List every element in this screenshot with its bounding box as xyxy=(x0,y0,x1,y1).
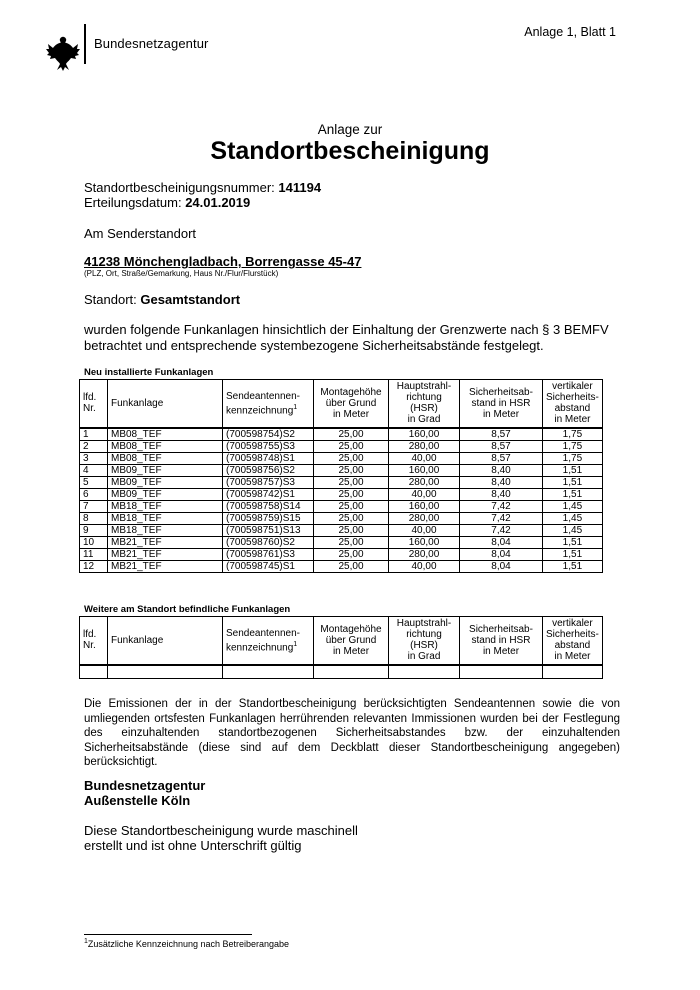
issuer-office: Außenstelle Köln xyxy=(84,793,191,808)
table-cell: 1,51 xyxy=(543,464,603,476)
table-cell: (700598755)S3 xyxy=(223,440,314,452)
agency-name: Bundesnetzagentur xyxy=(94,36,209,51)
table-cell: MB21_TEF xyxy=(108,548,223,560)
table-row xyxy=(80,488,603,500)
table-cell: 1,75 xyxy=(543,452,603,464)
table-cell: 8 xyxy=(80,512,108,524)
table-cell: 25,00 xyxy=(314,428,389,441)
table-row xyxy=(80,524,603,536)
table-cell: 160,00 xyxy=(389,428,460,441)
table-cell: 10 xyxy=(80,536,108,548)
table-cell: 40,00 xyxy=(389,452,460,464)
table-cell: MB21_TEF xyxy=(108,536,223,548)
table-cell: 8,40 xyxy=(460,476,543,488)
table-cell: 280,00 xyxy=(389,512,460,524)
table-row xyxy=(80,500,603,512)
table-cell: (700598759)S15 xyxy=(223,512,314,524)
table-cell: 4 xyxy=(80,464,108,476)
table-cell: 8,40 xyxy=(460,488,543,500)
table-cell: 8,04 xyxy=(460,560,543,572)
col-anlage-header: Funkanlage xyxy=(108,380,223,428)
table-cell: 25,00 xyxy=(314,560,389,572)
table-cell: 11 xyxy=(80,548,108,560)
table-cell: 1,45 xyxy=(543,500,603,512)
table-cell: MB08_TEF xyxy=(108,452,223,464)
machine-note-line2: erstellt und ist ohne Unterschrift gültig xyxy=(84,838,302,853)
table-cell: 1 xyxy=(80,428,108,441)
site-name: Gesamtstandort xyxy=(140,292,241,307)
annex-label: Anlage 1, Blatt 1 xyxy=(524,25,616,39)
table-cell: (700598761)S3 xyxy=(223,548,314,560)
col-vert-header: vertikaler Sicherheits- abstand in Meter xyxy=(543,380,603,428)
table-cell: 160,00 xyxy=(389,536,460,548)
table-cell: 8,04 xyxy=(460,536,543,548)
table-cell: 25,00 xyxy=(314,524,389,536)
table-cell: 8,57 xyxy=(460,440,543,452)
table-cell: (700598742)S1 xyxy=(223,488,314,500)
table-cell: 1,51 xyxy=(543,560,603,572)
col-hsr-header: Hauptstrahl- richtung (HSR) in Grad xyxy=(389,617,460,665)
col-hsr-header: Hauptstrahl- richtung (HSR) in Grad xyxy=(389,380,460,428)
table-cell: 25,00 xyxy=(314,488,389,500)
table-cell: 6 xyxy=(80,488,108,500)
table-header-row xyxy=(80,380,603,428)
table-cell: 9 xyxy=(80,524,108,536)
table-cell: MB08_TEF xyxy=(108,440,223,452)
table-cell: 1,75 xyxy=(543,440,603,452)
machine-note-line1: Diese Standortbescheinigung wurde maschinell xyxy=(84,823,358,838)
table-cell: 1,51 xyxy=(543,476,603,488)
table-cell: (700598760)S2 xyxy=(223,536,314,548)
address-hint: (PLZ, Ort, Straße/Gemarkung, Haus Nr./Flur/Flurstück) xyxy=(84,269,279,278)
table-cell: 160,00 xyxy=(389,500,460,512)
site-address: 41238 Mönchengladbach, Borrengasse 45-47 xyxy=(84,254,362,269)
table-cell: 1,45 xyxy=(543,512,603,524)
table-cell: (700598745)S1 xyxy=(223,560,314,572)
footnote-mark: 1 xyxy=(84,938,88,945)
col-sich-header: Sicherheitsab- stand in HSR in Meter xyxy=(460,617,543,665)
table-cell: 7,42 xyxy=(460,512,543,524)
new-installations-table xyxy=(79,379,603,573)
table-cell: 1,45 xyxy=(543,524,603,536)
table-cell: MB08_TEF xyxy=(108,428,223,441)
footnote-text: Zusätzliche Kennzeichnung nach Betreiberangabe xyxy=(87,939,290,949)
site-label: Standort: xyxy=(84,292,137,307)
table-cell: 40,00 xyxy=(389,560,460,572)
other-installations-table xyxy=(79,616,603,679)
issue-date-label: Erteilungsdatum: xyxy=(84,195,182,210)
table-cell: 25,00 xyxy=(314,464,389,476)
table-cell: 2 xyxy=(80,440,108,452)
table-cell: 1,51 xyxy=(543,536,603,548)
table-row xyxy=(80,548,603,560)
table-row xyxy=(80,560,603,572)
table-cell: (700598758)S14 xyxy=(223,500,314,512)
table-cell: (700598751)S13 xyxy=(223,524,314,536)
table-cell: MB09_TEF xyxy=(108,476,223,488)
table-cell: 1,75 xyxy=(543,428,603,441)
certificate-number: 141194 xyxy=(278,180,322,195)
federal-eagle-icon xyxy=(46,34,80,72)
table-cell: 7,42 xyxy=(460,500,543,512)
table-cell: 5 xyxy=(80,476,108,488)
issue-date: 24.01.2019 xyxy=(185,195,251,210)
table-cell: 7 xyxy=(80,500,108,512)
col-montage-header: Montagehöhe über Grund in Meter xyxy=(314,617,389,665)
col-nr-header: lfd. Nr. xyxy=(80,380,108,428)
table-header-row xyxy=(80,617,603,665)
col-montage-header: Montagehöhe über Grund in Meter xyxy=(314,380,389,428)
table-cell: 40,00 xyxy=(389,488,460,500)
certificate-number-label: Standortbescheinigungsnummer: xyxy=(84,180,275,195)
table-cell: MB18_TEF xyxy=(108,500,223,512)
table-cell: 25,00 xyxy=(314,500,389,512)
table-cell: 12 xyxy=(80,560,108,572)
table-row xyxy=(80,464,603,476)
table-cell: 280,00 xyxy=(389,440,460,452)
table-cell: 3 xyxy=(80,452,108,464)
table-cell: MB18_TEF xyxy=(108,524,223,536)
table-cell: 25,00 xyxy=(314,536,389,548)
footnote xyxy=(84,938,289,949)
table-row xyxy=(80,440,603,452)
page-title: Standortbescheinigung xyxy=(210,137,490,165)
table-row xyxy=(80,428,603,441)
footnote-divider xyxy=(84,934,252,935)
table-cell: MB09_TEF xyxy=(108,464,223,476)
issuer-name: Bundesnetzagentur xyxy=(84,778,206,793)
table-cell: 8,04 xyxy=(460,548,543,560)
certificate-number-line xyxy=(84,180,321,195)
site-line xyxy=(84,292,240,307)
table-cell: (700598748)S1 xyxy=(223,452,314,464)
logo-divider xyxy=(84,24,86,64)
issue-date-line xyxy=(84,195,250,210)
table-cell: (700598757)S3 xyxy=(223,476,314,488)
table-cell: MB18_TEF xyxy=(108,512,223,524)
table-cell: (700598754)S2 xyxy=(223,428,314,441)
col-kennz-header: Sendeantennen- kennzeichnung$^1$ xyxy=(223,617,314,665)
new-installations-title: Neu installierte Funkanlagen xyxy=(84,367,214,378)
emission-paragraph: Die Emissionen der in der Standortbescheinigung berücksichtigten Sendeantennen sowie die von umliegenden ortsfesten Funkanlagen herrührenden relevanten Immissionen wurden bei der Festlegung des einzuhaltenden standortbezogenen Sicherheitsabstandes bzw. der einzuhaltenden Sicherheitsabstände (diese sind auf dem Deckblatt dieser Standortbescheinigung angegeben) berücksichtigt. xyxy=(84,698,620,768)
location-intro: Am Senderstandort xyxy=(84,226,197,241)
table-cell: (700598756)S2 xyxy=(223,464,314,476)
empty-table-row xyxy=(80,665,603,679)
table-cell: 280,00 xyxy=(389,548,460,560)
table-cell: MB21_TEF xyxy=(108,560,223,572)
table-cell: 25,00 xyxy=(314,452,389,464)
table-row xyxy=(80,512,603,524)
col-kennz-header: Sendeantennen- kennzeichnung$^1$ xyxy=(223,380,314,428)
table-cell: 1,51 xyxy=(543,488,603,500)
table-cell: 25,00 xyxy=(314,440,389,452)
title-prefix: Anlage zur xyxy=(317,122,383,137)
table-cell: 8,57 xyxy=(460,452,543,464)
col-anlage-header: Funkanlage xyxy=(108,617,223,665)
table-row xyxy=(80,476,603,488)
table-cell: 8,57 xyxy=(460,428,543,441)
table-row xyxy=(80,536,603,548)
table-row xyxy=(80,452,603,464)
table-cell: 8,40 xyxy=(460,464,543,476)
table-cell: 25,00 xyxy=(314,548,389,560)
table-cell: 40,00 xyxy=(389,524,460,536)
col-sich-header: Sicherheitsab- stand in HSR in Meter xyxy=(460,380,543,428)
table-cell: 280,00 xyxy=(389,476,460,488)
other-installations-title: Weitere am Standort befindliche Funkanlagen xyxy=(84,604,291,615)
table-cell: 160,00 xyxy=(389,464,460,476)
table-cell: 7,42 xyxy=(460,524,543,536)
table-cell: 25,00 xyxy=(314,512,389,524)
col-vert-header: vertikaler Sicherheits- abstand in Meter xyxy=(543,617,603,665)
col-nr-header: lfd. Nr. xyxy=(80,617,108,665)
table-cell: 1,51 xyxy=(543,548,603,560)
intro-paragraph: wurden folgende Funkanlagen hinsichtlich der Einhaltung der Grenzwerte nach § 3 BEMFV betrachtet und entsprechende systembezogene Sicherheitsabstände festgelegt. xyxy=(84,322,609,353)
table-cell: 25,00 xyxy=(314,476,389,488)
table-cell: MB09_TEF xyxy=(108,488,223,500)
